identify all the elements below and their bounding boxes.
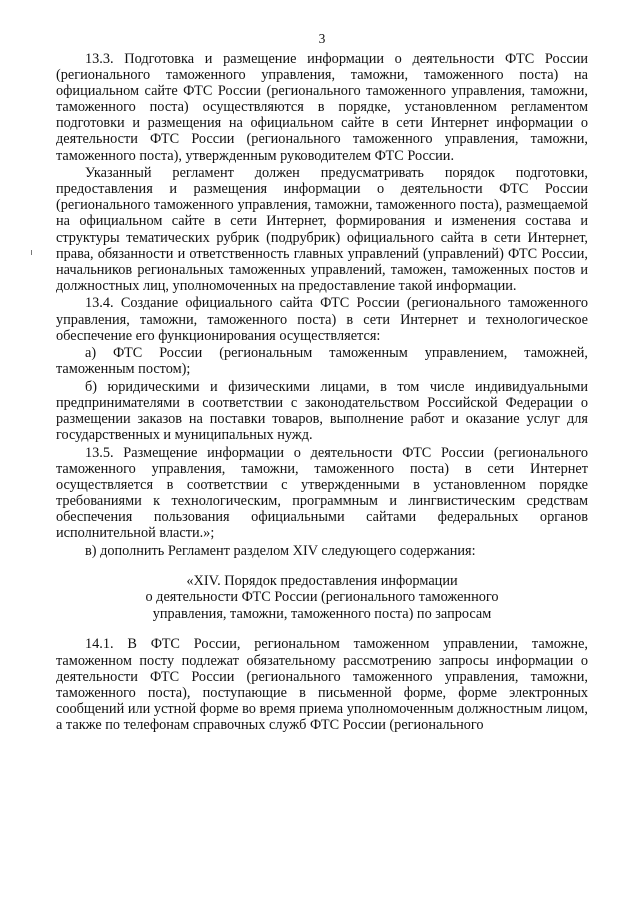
section-heading-xiv	[56, 573, 588, 623]
paragraph-14-1: 14.1. В ФТС России, региональном таможенном управлении, таможне, таможенном посту подлежат обязательному рассмотрению запросы информации о деятельности ФТС России (регионального таможенного управления, таможни, таможенного поста), поступающие в письменной форме, форме электронных сообщений или устной форме во время приема уполномоченным должностным лицом, а также по телефонам справочных служб ФТС России (регионального	[56, 636, 588, 733]
section-heading-line: «XIV. Порядок предоставления информации	[186, 572, 458, 589]
paragraph-regulation-requirements: Указанный регламент должен предусматривать порядок подготовки, предоставления и размещения информации о деятельности ФТС России (регионального таможенного управления, таможни, таможенного поста), размещаемой на официальном сайте в сети Интернет, формирования и изменения состава и структуры тематических рубрик (подрубрик) официального сайта в сети Интернет, права, обязанности и ответственность главных управлений (управлений) ФТС России, начальников региональных таможенных управлений, таможен, таможенных постов и должностных лиц, уполномоченных на предоставление такой информации.	[56, 165, 588, 294]
list-item-v: в) дополнить Регламент разделом XIV следующего содержания:	[85, 542, 476, 559]
section-heading-line: о деятельности ФТС России (регионального таможенного	[145, 589, 499, 606]
scan-edge-mark	[31, 250, 32, 255]
document-body	[56, 51, 588, 733]
paragraph-13-5: 13.5. Размещение информации о деятельности ФТС России (регионального таможенного управления, таможни, таможенного поста) в сети Интернет осуществляется в соответствии с утвержденными в установленном порядке требованиями к технологическим, программным и лингвистическим средствам обеспечения пользования официальными сайтами федеральных органов исполнительной власти.»;	[56, 444, 588, 542]
section-heading-line: управления, таможни, таможенного поста) по запросам	[152, 605, 492, 622]
paragraph-13-3: 13.3. Подготовка и размещение информации о деятельности ФТС России (регионального таможенного управления, таможни, таможенного поста) на официальном сайте ФТС России (регионального таможенного управления, таможни, таможенного поста) осуществляются в порядке, установленном регламентом подготовки и размещения на официальном сайте в сети Интернет информации о деятельности ФТС России (регионального таможенного управления, таможни, таможенного поста), утвержденным руководителем ФТС России.	[56, 51, 588, 164]
list-item-b: б) юридическими и физическими лицами, в том числе индивидуальными предпринимателями в соответствии с законодательством Российской Федерации о размещении заказов на поставки товаров, выполнение работ и оказание услуг для государственных и муниципальных нужд.	[56, 378, 588, 444]
paragraph-13-4: 13.4. Создание официального сайта ФТС России (регионального таможенного управления, таможни, таможенного поста) в сети Интернет и технологическое обеспечение его функционирования осуществляется:	[56, 295, 588, 344]
page-number: 3	[318, 31, 326, 46]
list-item-a: а) ФТС России (региональным таможенным управлением, таможней, таможенным постом);	[56, 345, 588, 378]
